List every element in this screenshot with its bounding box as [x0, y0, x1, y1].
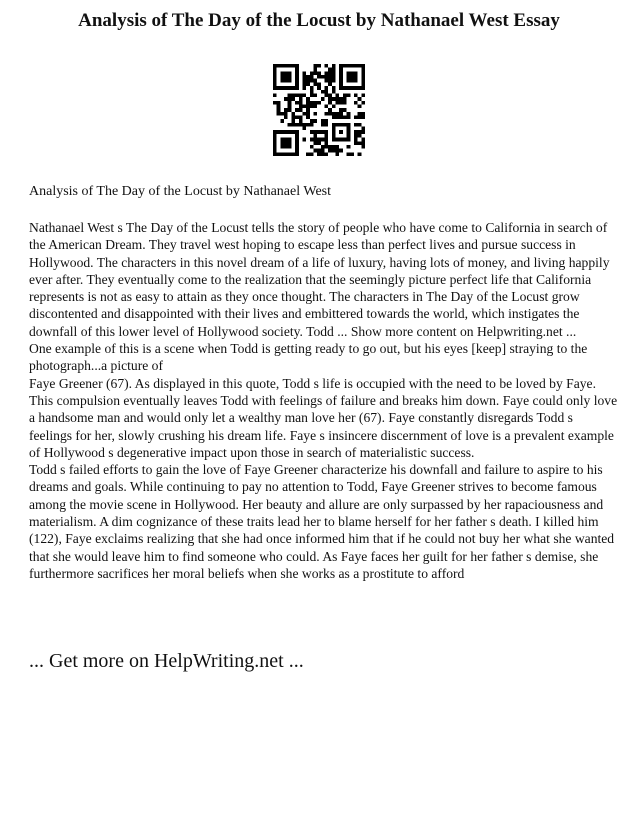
essay-body — [29, 219, 619, 582]
essay-paragraph: One example of this is a scene when Todd is getting ready to go out, but his eyes [keep] straying to the photograph...a picture of — [29, 341, 588, 374]
essay-paragraph: Hollywood. The characters in this novel dream of a life of luxury, having lots of money, and living happily ever after. They eventually come to the realization that the seemingly picture perfect life that California represents is not as easy to attain as they once thought. The characters in The Day of the Locust grow discontented and disappointed with their lives and embittered towards the world, which instigates the downfall of this lower level of Hollywood society. Todd ... Show more content on Helpwriting.net ... — [29, 254, 610, 339]
essay-paragraph: Faye Greener (67). As displayed in this quote, Todd s life is occupied with the need to be loved by Faye. This compulsion eventually leaves Todd with feelings of failure and breaks him down. Faye could only love a handsome man and would only let a wealthy man love her (67). Faye constantly disregards Todd s feelings for her, slowly crushing his dream life. Faye s insincere discernment of love is a prevalent example of Hollywood s degenerative impact upon those in search of materialistic success. — [29, 375, 618, 460]
qr-code-icon — [273, 64, 365, 156]
document-subtitle: Analysis of The Day of the Locust by Nathanael West — [29, 184, 332, 199]
essay-paragraph: Todd s failed efforts to gain the love of Faye Greener characterize his downfall and failure to aspire to his dreams and goals. While continuing to pay no attention to Todd, Faye Greener strives to become famous among the movie scene in Hollywood. Her beauty and allure are only surpassed by her rapaciousness and materialism. A dim cognizance of these traits lead her to blame herself for her father s death. I killed him (122), Faye exclaims realizing that she had once informed him that if he could not buy her what she wanted that she would leave him to find someone who could. As Faye faces her guilt for her father s demise, she furthermore sacrifices her moral beliefs when she works as a prostitute to afford — [29, 462, 615, 581]
get-more-link[interactable]: ... Get more on HelpWriting.net ... — [29, 650, 304, 672]
page-title: Analysis of The Day of the Locust by Nathanael West Essay — [78, 10, 560, 31]
essay-paragraph: Nathanael West s The Day of the Locust tells the story of people who have come to California in search of the American Dream. They travel west hoping to escape less than perfect lives and pursue success in — [29, 220, 608, 253]
